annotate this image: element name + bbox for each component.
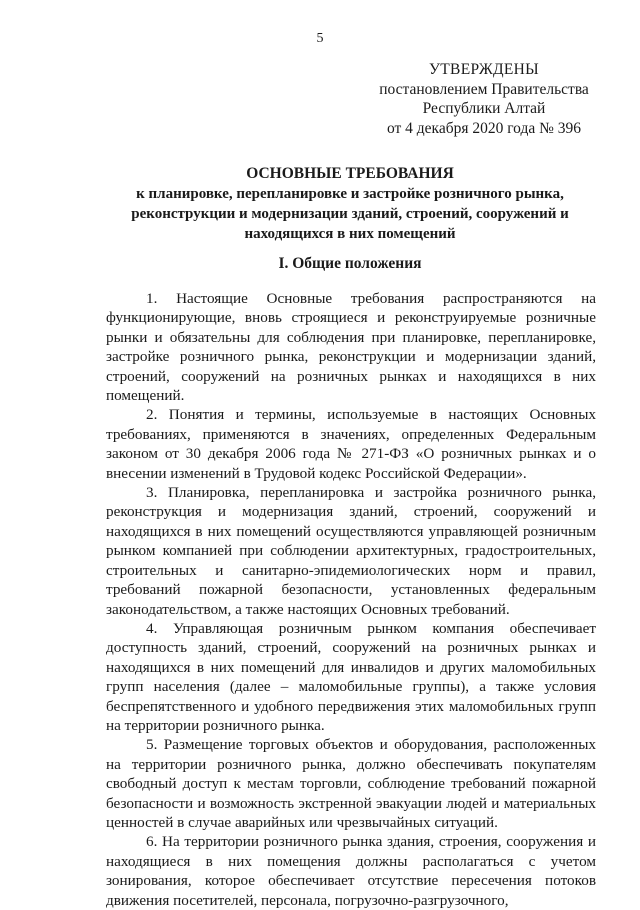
document-subtitle-line: к планировке, перепланировке и застройке розничного рынка, xyxy=(136,186,564,202)
document-title xyxy=(100,164,600,244)
approval-line: постановлением Правительства xyxy=(379,80,589,98)
approval-block xyxy=(372,60,596,138)
paragraph-6: 6. На территории розничного рынка здания, строения, сооружения и находящиеся в них помещения должны располагаться с учетом зонирования, которое обеспечивает отсутствие пересечения потоков движения посетителей, персонала, погрузочно-разгрузочного, xyxy=(106,833,596,909)
paragraph-1: 1. Настоящие Основные требования распространяются на функционирующие, вновь строящиеся и реконструируемые розничные рынки и обязательны для соблюдения при планировке, перепланировке, застройке розничного рынка, реконструкции и модернизации зданий, строений, сооружений на розничных рынках и находящихся в них помещений. xyxy=(106,290,596,405)
paragraph-4: 4. Управляющая розничным рынком компания обеспечивает доступность зданий, строений, сооружений на розничных рынках и находящихся в них помещений для инвалидов и других маломобильных групп населения (далее – маломобильные группы), а также условия беспрепятственного и удобного передвижения этих маломобильных групп на территории розничного рынка. xyxy=(106,619,596,734)
approval-title: УТВЕРЖДЕНЫ xyxy=(429,61,539,78)
section-heading: I. Общие положения xyxy=(278,255,422,272)
page-number: 5 xyxy=(316,31,324,46)
document-subtitle-line: реконструкции и модернизации зданий, строений, сооружений и xyxy=(131,206,569,222)
document-subtitle-line: находящихся в них помещений xyxy=(244,226,456,242)
paragraph-2: 2. Понятия и термины, используемые в настоящих Основных требованиях, применяются в значениях, определенных Федеральным законом от 30 декабря 2006 года № 271-ФЗ «О розничных рынках и о внесении изменений в Трудовой кодекс Российской Федерации». xyxy=(106,406,596,482)
document-main-title: ОСНОВНЫЕ ТРЕБОВАНИЯ xyxy=(246,165,454,182)
body-text xyxy=(106,289,596,910)
approval-line: от 4 декабря 2020 года № 396 xyxy=(386,119,582,137)
paragraph-5: 5. Размещение торговых объектов и оборудования, расположенных на территории розничного рынка, должно обеспечивать покупателям свободный доступ к местам торговли, соблюдение требований пожарной безопасности и возможность экстренной эвакуации людей и материальных ценностей в случае аварийных или чрезвычайных ситуаций. xyxy=(106,736,596,831)
approval-line: Республики Алтай xyxy=(422,100,546,117)
paragraph-3: 3. Планировка, перепланировка и застройка розничного рынка, реконструкция и модернизация зданий, строений, сооружений и находящихся в них помещений осуществляются управляющей розничным рынком компанией при соблюдении архитектурных, градостроительных, строительных и санитарно-эпидемиологических норм и правил, требований пожарной безопасности, установленных федеральным законодательством, а также настоящих Основных требований. xyxy=(106,484,596,618)
